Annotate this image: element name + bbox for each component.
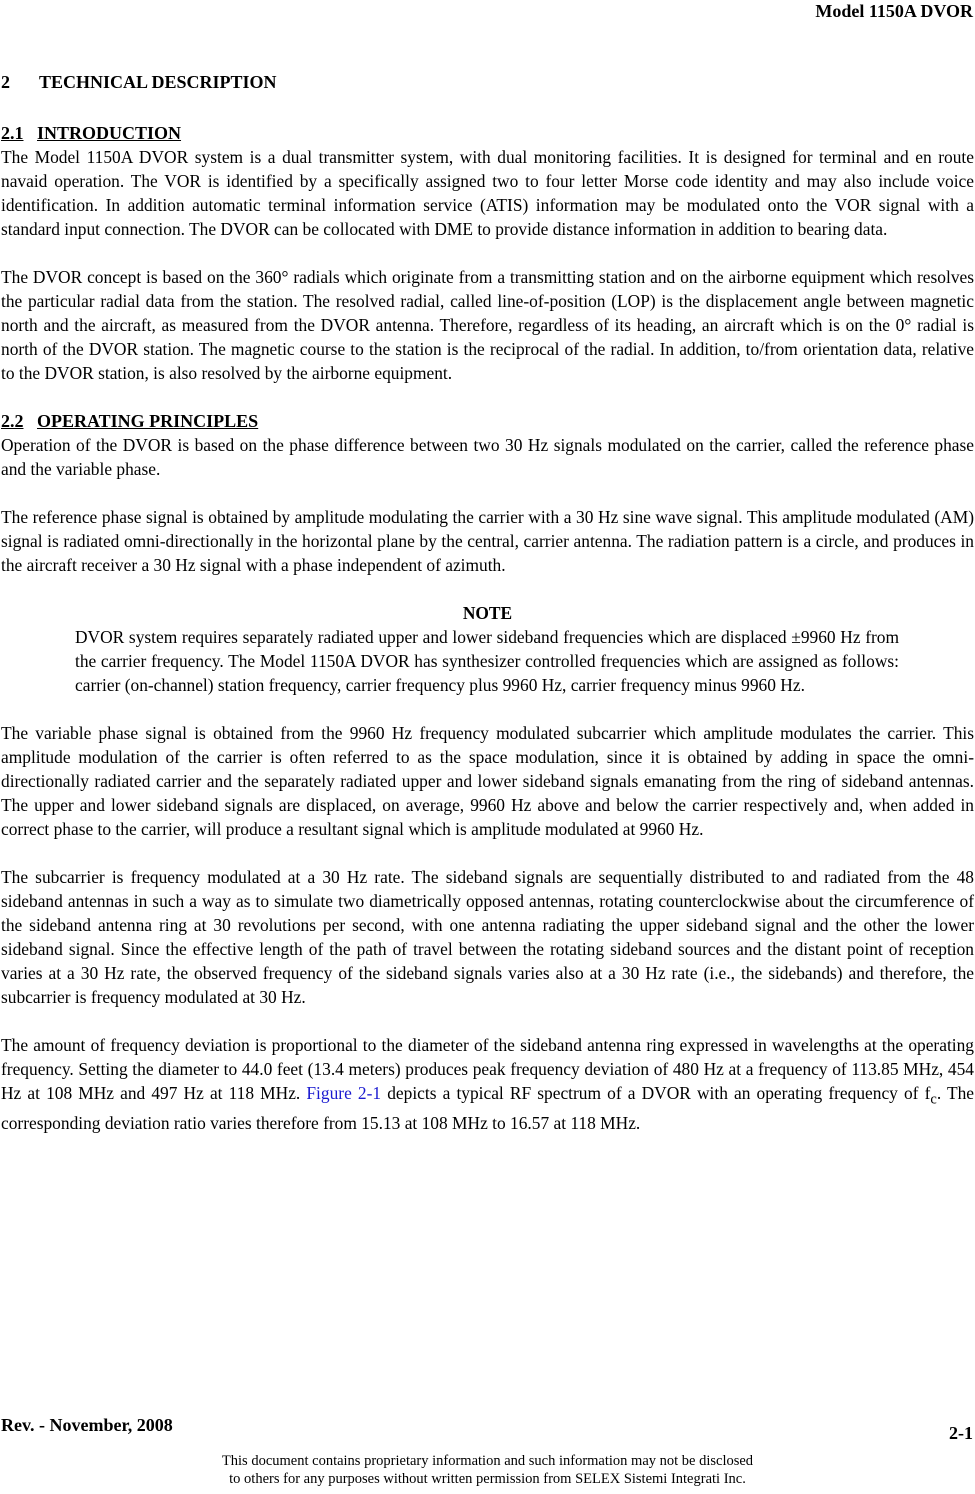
ops-p5-text-a: The amount of frequency deviation is proportional to the diameter of the sideband antenna ring expressed in wavelengths at the operating frequency. Setting the diameter to 44.0 feet (13.4 meters) produces peak frequency deviation of 480 Hz at a frequency of 113.85 MHz, 454 Hz at 108 MHz and 497 Hz at 118 MHz. <box>1 1035 974 1103</box>
running-header: Model 1150A DVOR <box>815 1 973 21</box>
intro-paragraph-1: The Model 1150A DVOR system is a dual transmitter system, with dual monitoring facilities. It is designed for terminal and en route navaid operation. The VOR is identified by a specifically assigned two to four letter Morse code identity and may also include voice identification. In addition automatic terminal information service (ATIS) information may be modulated onto the VOR signal with a standard input connection. The DVOR can be collocated with DME to provide distance information in addition to bearing data. <box>1 147 974 239</box>
notice-line-2: to others for any purposes without written permission from SELEX Sistemi Integrati Inc. <box>229 1471 746 1487</box>
ops-paragraph-1: Operation of the DVOR is based on the phase difference between two 30 Hz signals modulated on the carrier, called the reference phase and the variable phase. <box>1 435 974 479</box>
ops-number: 2.2 <box>1 411 24 431</box>
ops-paragraph-3: The variable phase signal is obtained from the 9960 Hz frequency modulated subcarrier which amplitude modulates the carrier. This amplitude modulation of the carrier is often referred to as the space modulation, since it is obtained by adding in space the omni-directionally radiated carrier and the separately radiated upper and lower sideband signals emanating from the ring of sideband antennas. The upper and lower sideband signals are displaced, on average, 9960 Hz above and below the carrier respectively and, when added in correct phase to the carrier, will produce a resultant signal which is amplitude modulated at 9960 Hz. <box>1 723 974 839</box>
intro-heading <box>1 121 974 145</box>
section-title <box>1 70 974 94</box>
ops-heading <box>1 409 974 433</box>
fc-subscript: c <box>930 1091 937 1108</box>
intro-title: INTRODUCTION <box>37 123 182 143</box>
ops-title: OPERATING PRINCIPLES <box>37 411 259 431</box>
section-number: 2 <box>1 72 10 92</box>
page-body <box>1 70 974 1159</box>
ops-paragraph-5 <box>1 1033 974 1135</box>
intro-paragraph-2: The DVOR concept is based on the 360° radials which originate from a transmitting station and on the airborne equipment which resolves the particular radial data from the station. The resolved radial, called line-of-position (LOP) is the displacement angle between magnetic north and the aircraft, as measured from the DVOR antenna. Therefore, regardless of its heading, an aircraft which is on the 0° radial is north of the DVOR station. The magnetic course to the station is the reciprocal of the radial. In addition, to/from orientation data, relative to the DVOR station, is also resolved by the airborne equipment. <box>1 267 974 383</box>
revision-date: Rev. - November, 2008 <box>1 1415 173 1435</box>
note-body: DVOR system requires separately radiated upper and lower sideband frequencies which are displaced ±9960 Hz from the carrier frequency. The Model 1150A DVOR has synthesizer controlled frequencies which are assigned as follows: carrier (on-channel) station frequency, carrier frequency plus 9960 Hz, carrier frequency minus 9960 Hz. <box>75 627 899 695</box>
page-number: 2-1 <box>949 1423 973 1443</box>
ops-p5-text-b: depicts a typical RF spectrum of a DVOR with an operating frequency of f <box>381 1083 931 1103</box>
notice-line-1: This document contains proprietary information and such information may not be disclosed <box>221 1453 754 1469</box>
proprietary-notice <box>0 1452 975 1488</box>
ops-p5-text-c: . The corresponding deviation ratio varies therefore from 15.13 at 108 MHz to 16.57 at 118 MHz. <box>1 1083 975 1134</box>
intro-number: 2.1 <box>1 123 24 143</box>
section-title-text: TECHNICAL DESCRIPTION <box>39 72 277 92</box>
figure-2-1-link[interactable]: Figure 2-1 <box>306 1083 382 1103</box>
note-title: NOTE <box>462 603 513 623</box>
ops-paragraph-2: The reference phase signal is obtained by amplitude modulating the carrier with a 30 Hz sine wave signal. This amplitude modulated (AM) signal is radiated omni-directionally in the horizontal plane by the central, carrier antenna. The radiation pattern is a circle, and produces in the aircraft receiver a 30 Hz signal with a phase independent of azimuth. <box>1 507 974 575</box>
ops-paragraph-4: The subcarrier is frequency modulated at a 30 Hz rate. The sideband signals are sequentially distributed to and radiated from the 48 sideband antennas in such a way as to simulate two diametrically opposed antennas, rotating counterclockwise about the circumference of the sideband antenna ring at 30 revolutions per second, with one antenna radiating the upper sideband signal and the other the lower sideband signal. Since the effective length of the path of travel between the rotating sideband sources and the distant point of reception varies at a 30 Hz rate, the observed frequency of the sideband signals varies also at a 30 Hz rate (i.e., the sidebands) and therefore, the subcarrier is frequency modulated at 30 Hz. <box>1 867 974 1007</box>
